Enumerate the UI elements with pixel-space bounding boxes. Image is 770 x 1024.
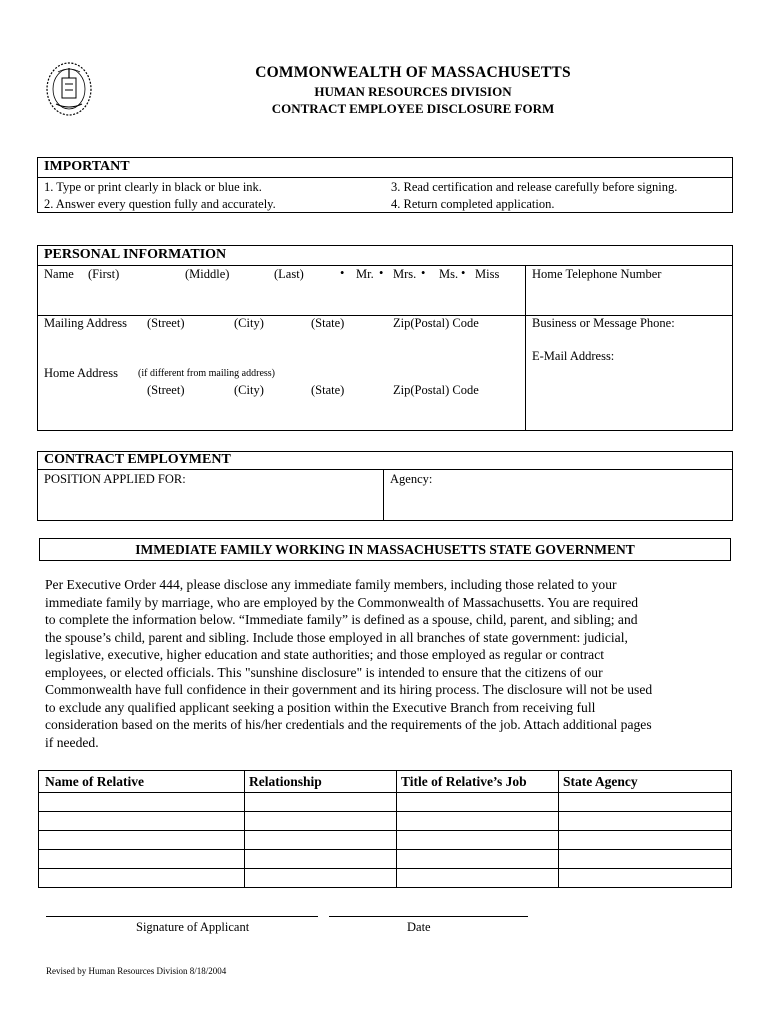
agency-field[interactable]: Agency: (390, 472, 433, 486)
last-name-label: (Last) (274, 267, 304, 281)
divider (37, 469, 733, 470)
bullet-icon[interactable]: • (379, 266, 384, 280)
street-label: (Street) (147, 383, 185, 397)
table-cell[interactable] (39, 812, 245, 831)
table-row[interactable] (39, 869, 732, 888)
paragraph-line: Per Executive Order 444, please disclose any immediate family members, including those related to your (45, 577, 617, 592)
bullet-icon[interactable]: • (461, 266, 466, 280)
home-phone-label: Home Telephone Number (532, 267, 662, 281)
bullet-icon[interactable]: • (421, 266, 426, 280)
signature-label: Signature of Applicant (136, 920, 250, 934)
contract-heading: CONTRACT EMPLOYMENT (44, 452, 231, 467)
table-cell[interactable] (39, 869, 245, 888)
personal-heading: PERSONAL INFORMATION (44, 247, 227, 262)
table-cell[interactable] (397, 850, 559, 869)
column-header: Name of Relative (39, 771, 245, 793)
first-name-label: (First) (88, 267, 120, 281)
table-cell[interactable] (559, 869, 732, 888)
paragraph-line: the spouse’s child, parent and sibling. Include those employed in all branches of state government: judicial, (45, 629, 628, 645)
table-cell[interactable] (397, 831, 559, 850)
table-header-row (39, 771, 732, 793)
middle-name-label: (Middle) (185, 267, 230, 281)
table-cell[interactable] (245, 793, 397, 812)
form-name: CONTRACT EMPLOYEE DISCLOSURE FORM (271, 101, 555, 116)
disclosure-paragraph (45, 576, 735, 751)
table-cell[interactable] (245, 812, 397, 831)
divider (383, 469, 384, 521)
form-title: COMMONWEALTH OF MASSACHUSETTS (255, 64, 571, 81)
column-header: Relationship (245, 771, 397, 793)
title-mr: Mr. (356, 267, 374, 281)
table-cell[interactable] (39, 850, 245, 869)
table-cell[interactable] (397, 869, 559, 888)
state-label: (State) (311, 316, 345, 330)
column-header: State Agency (559, 771, 732, 793)
table-cell[interactable] (559, 850, 732, 869)
date-label: Date (407, 920, 431, 934)
title-mrs: Mrs. (393, 267, 417, 281)
divider (37, 265, 733, 266)
mailing-address-label: Mailing Address (44, 316, 127, 330)
city-label: (City) (234, 383, 264, 397)
table-row[interactable] (39, 850, 732, 869)
revision-footer: Revised by Human Resources Division 8/18/2004 (46, 966, 227, 976)
important-item: 3. Read certification and release carefully before signing. (391, 180, 678, 194)
business-phone-label: Business or Message Phone: (532, 316, 675, 330)
divider (525, 265, 526, 431)
paragraph-line: immediate family by marriage, who are employed by the Commonwealth of Massachusetts. You are required (45, 594, 639, 610)
home-address-note: (if different from mailing address) (138, 368, 275, 379)
table-row[interactable] (39, 812, 732, 831)
paragraph-line: consideration based on the merits of his/her credentials and the requirements of the job. Attach additional pages (45, 717, 652, 732)
bullet-icon[interactable]: • (340, 266, 345, 280)
zip-label: Zip(Postal) Code (393, 316, 479, 330)
city-label: (City) (234, 316, 264, 330)
table-cell[interactable] (245, 831, 397, 850)
table-cell[interactable] (245, 850, 397, 869)
important-item: 1. Type or print clearly in black or blue ink. (44, 180, 262, 194)
table-cell[interactable] (39, 793, 245, 812)
email-label: E-Mail Address: (532, 349, 615, 363)
paragraph-line: Commonwealth have full confidence in their government and its hiring process. The disclosure will not be used (45, 682, 653, 697)
table-cell[interactable] (559, 831, 732, 850)
date-line[interactable] (329, 916, 528, 917)
paragraph-line: to exclude any qualified applicant seeking a position within the Executive Branch from receiving full (45, 699, 596, 715)
table-cell[interactable] (397, 812, 559, 831)
name-label: Name (44, 267, 74, 281)
paragraph-line: if needed. (45, 734, 99, 750)
column-header: Title of Relative’s Job (397, 771, 559, 793)
title-miss: Miss (475, 267, 500, 281)
table-row[interactable] (39, 793, 732, 812)
zip-label: Zip(Postal) Code (393, 383, 479, 397)
divider (37, 177, 733, 178)
paragraph-line: employees, or elected officials. This "sunshine disclosure" is intended to ensure that the citizens of our (45, 664, 603, 680)
important-item: 2. Answer every question fully and accurately. (44, 197, 276, 211)
table-cell[interactable] (559, 812, 732, 831)
paragraph-line: to complete the information below. “Immediate family” is defined as a spouse, child, parent, and sibling; and (45, 612, 638, 627)
home-address-label: Home Address (44, 366, 118, 380)
table-cell[interactable] (559, 793, 732, 812)
division-title: HUMAN RESOURCES DIVISION (314, 84, 512, 99)
state-label: (State) (311, 383, 345, 397)
signature-line[interactable] (46, 916, 318, 917)
table-cell[interactable] (397, 793, 559, 812)
table-row[interactable] (39, 831, 732, 850)
important-heading: IMPORTANT (44, 159, 130, 174)
family-heading: IMMEDIATE FAMILY WORKING IN MASSACHUSETTS STATE GOVERNMENT (39, 538, 731, 561)
position-field[interactable]: POSITION APPLIED FOR: (44, 472, 186, 486)
title-ms: Ms. (439, 267, 459, 281)
table-cell[interactable] (39, 831, 245, 850)
important-item: 4. Return completed application. (391, 197, 555, 211)
paragraph-line: legislative, executive, higher education and state authorities; and those employed as regular or contract (45, 647, 605, 662)
street-label: (Street) (147, 316, 185, 330)
relatives-table (38, 770, 732, 888)
table-cell[interactable] (245, 869, 397, 888)
